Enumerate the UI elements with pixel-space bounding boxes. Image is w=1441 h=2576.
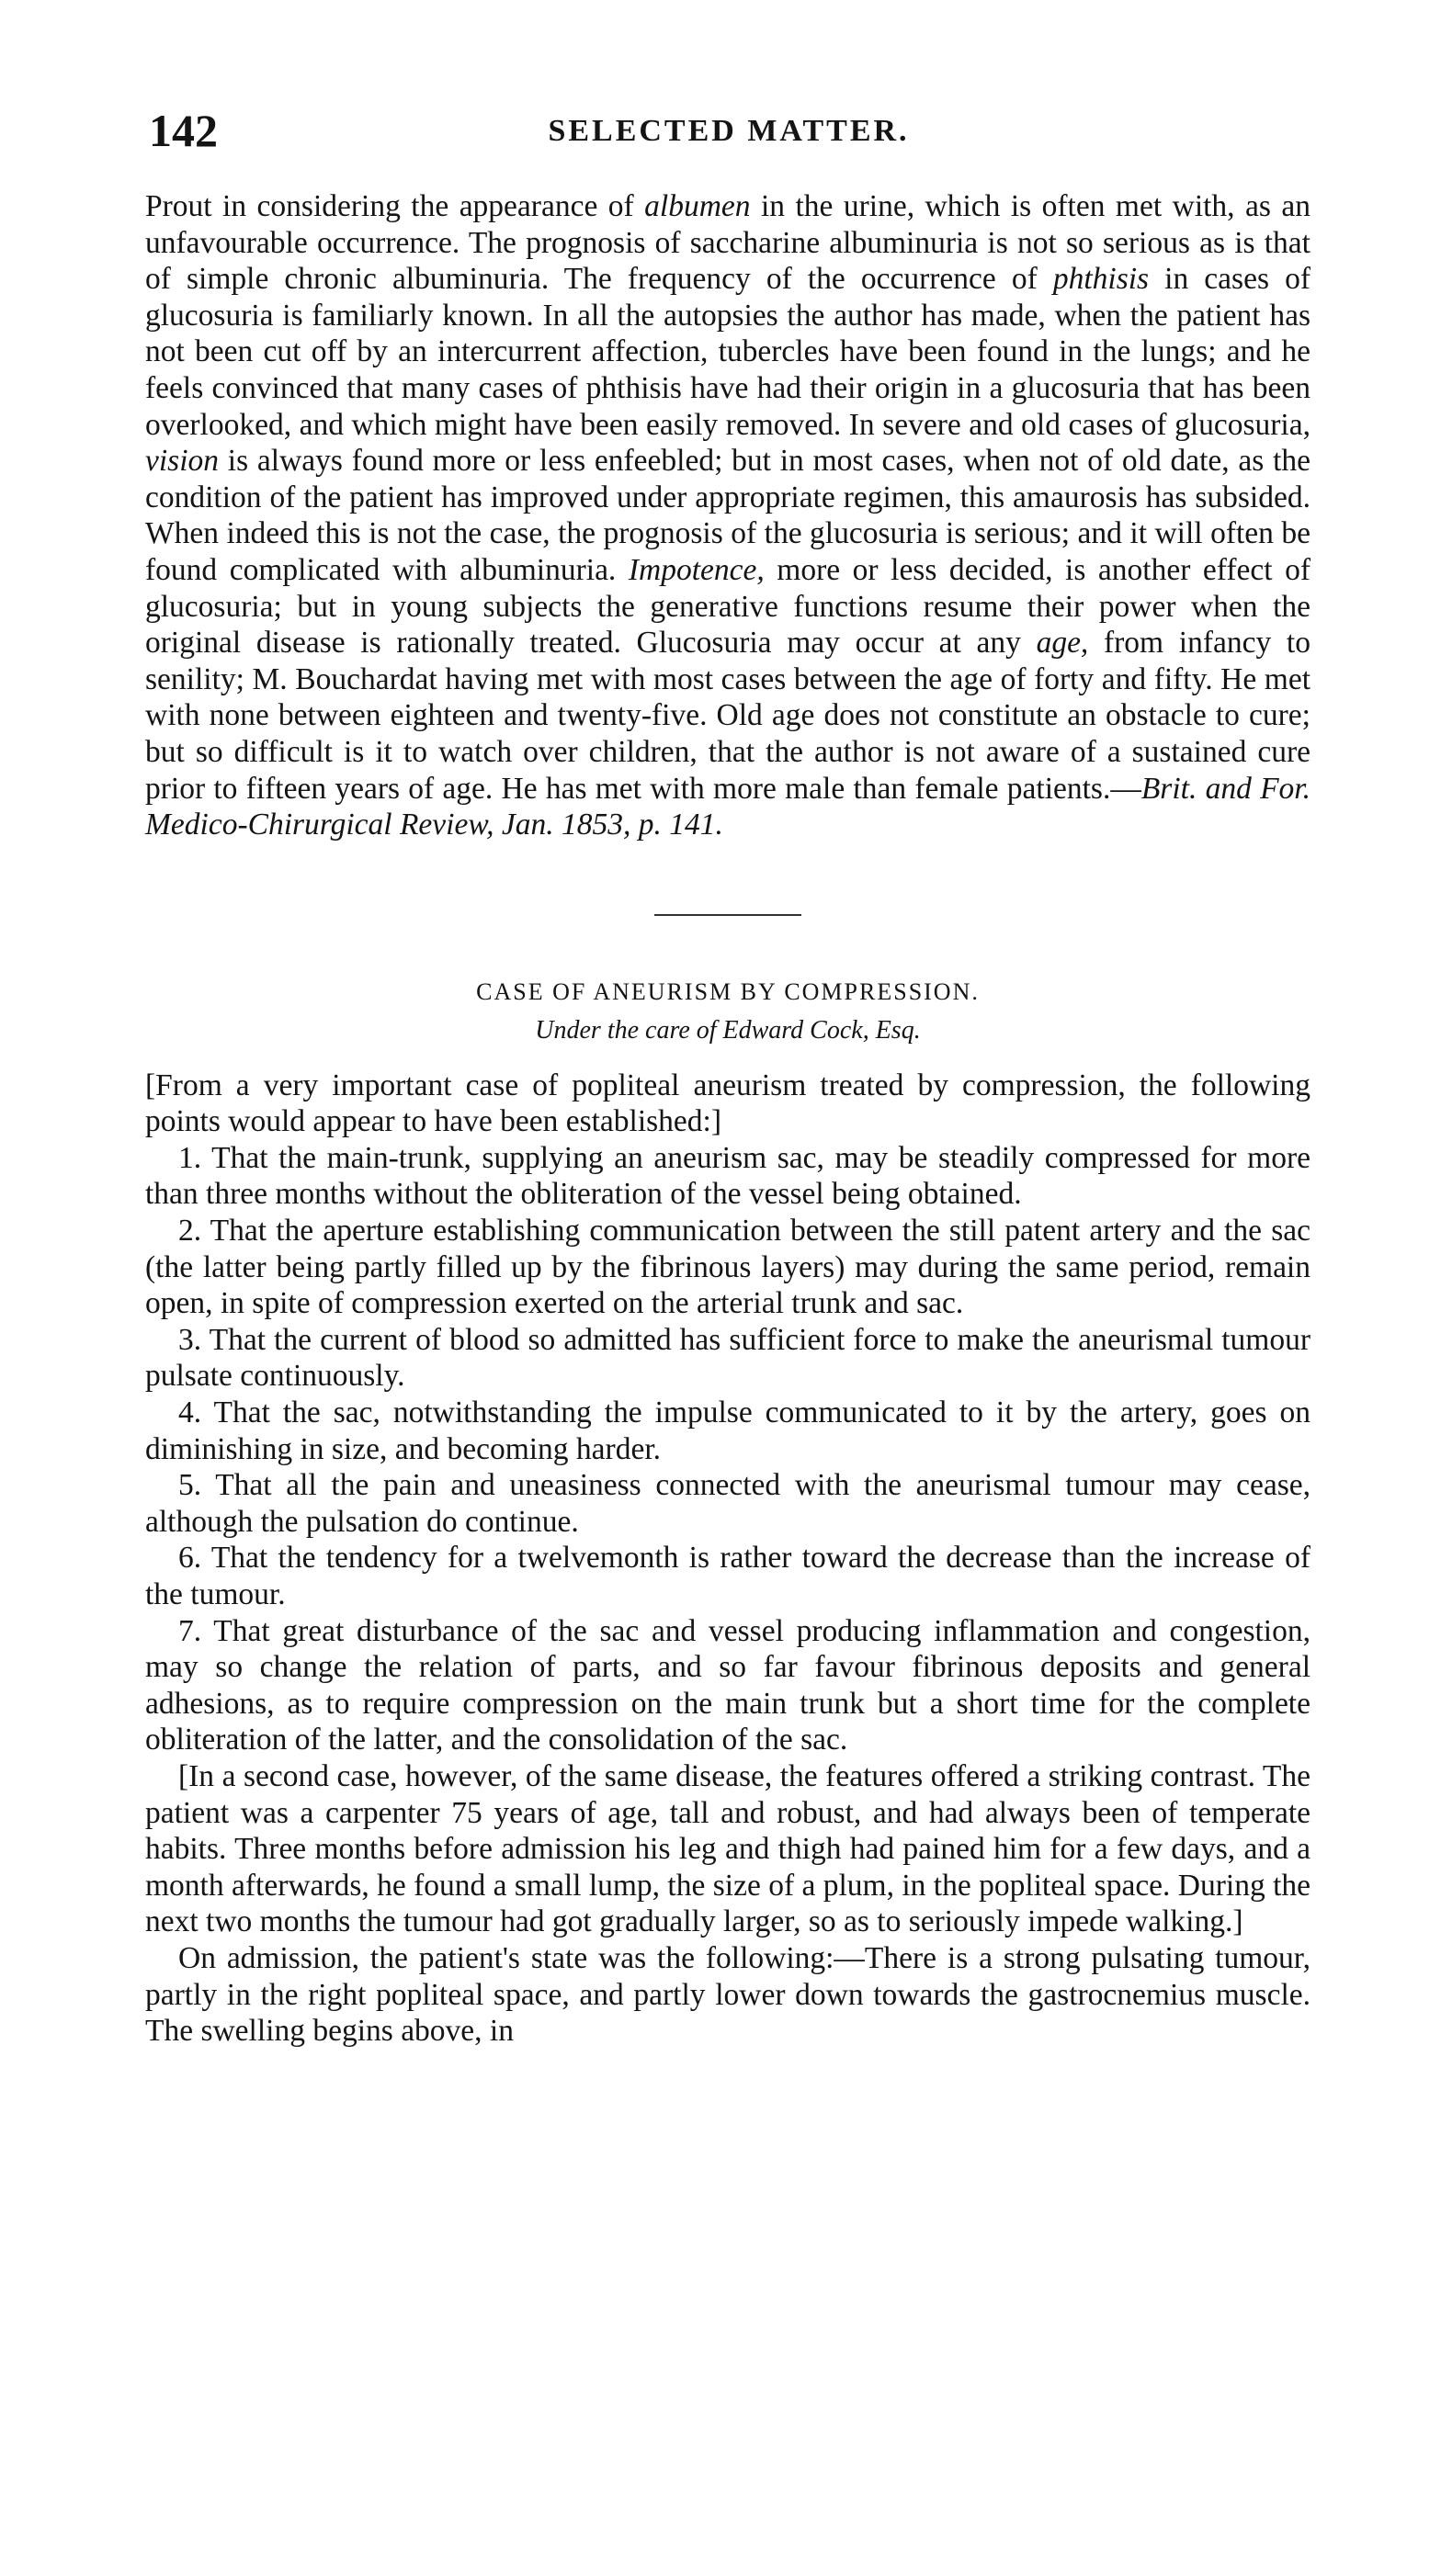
admission-paragraph: On admission, the patient's state was the following:—There is a strong pulsating tumour, partly in the right popliteal space, and partly lower down towards the gastrocnemius muscle. The swelling begins above, in [145, 1940, 1311, 2049]
case-title: CASE OF ANEURISM BY COMPRESSION. [476, 977, 980, 1005]
term-phthisis: phthisis [1052, 262, 1150, 297]
case-point-5: 5. That all the pain and uneasiness connected with the aneurismal tumour may cease, although the pulsation do continue. [145, 1468, 1311, 1539]
case-point-6: 6. That the tendency for a twelvemonth is rather toward the decrease than the increase of the tumour. [145, 1541, 1311, 1611]
section-divider-wrap [145, 843, 1311, 950]
section-divider [654, 914, 801, 916]
case-subtitle: Under the care of Edward Cock, Esq. [535, 1015, 921, 1045]
case-point-4: 4. That the sac, notwithstanding the impulse communicated to it by the artery, goes on diminishing in size, and becoming harder. [145, 1395, 1311, 1466]
prout-paragraph: Prout in considering the appearance of albumen in the urine, which is often met with, as an unfavourable occurrence. The prognosis of saccharine albuminuria is not so serious as is that of simple chronic albuminuria. The frequency of the occurrence of phthisis in cases of glucosuria is familiarly known. In all the autopsies the author has made, when the patient has not been cut off by an intercurrent affection, tubercles have been found in the lungs; and he feels convinced that many cases of phthisis have had their origin in a glucosuria that has been overlooked, and which might have been easily removed. In severe and old cases of glucosuria, vision is always found more or less enfeebled; but in most cases, when not of old date, as the condition of the patient has improved under appropriate regimen, this amaurosis has subsided. When indeed this is not the case, the prognosis of the glucosuria is serious; and it will often be found complicated with albuminuria. Impotence, more or less decided, is another effect of glucosuria; but in young subjects the generative functions resume their power when the original disease is rationally treated. Glucosuria may occur at any age, from infancy to senility; M. Bouchardat having met with most cases between the age of forty and fifty. He met with none between eighteen and twenty-five. Old age does not constitute an obstacle to cure; but so difficult is it to watch over children, that the author is not aware of a sustained cure prior to fifteen years of age. He has met with more male than female patients.—Brit. and For. Medico-Chirurgical Review, Jan. 1853, p. 141. [145, 189, 1311, 842]
citation: Brit. and For. Medico-Chirurgical Review, Jan. 1853, p. 141. [145, 771, 1311, 842]
case-point-2: 2. That the aperture establishing communication between the still patent artery and the sac (the latter being partly filled up by the fibrinous layers) may during the same period, remain open, in spite of compression exerted on the arterial trunk and sac. [145, 1214, 1311, 1321]
page-number: 142 [149, 105, 218, 156]
term-age: age, [1036, 626, 1089, 661]
second-case-paragraph: [In a second case, however, of the same disease, the features offered a striking contrast. The patient was a carpenter 75 years of age, tall and robust, and had always been of temperate habits. Three months before admission his leg and thigh had pained him for a few days, and a month afterwards, he found a small lump, the size of a plum, in the popliteal space. During the next two months the tumour had got gradually larger, so as to seriously impede walking.] [145, 1758, 1311, 1939]
term-vision: vision [145, 444, 220, 479]
page-body [145, 188, 1311, 2050]
case-intro: [From a very important case of popliteal aneurism treated by compression, the following points would appear to have been established:] [145, 1068, 1311, 1139]
term-albumen: albumen [644, 189, 751, 223]
term-impotence: Impotence, [628, 552, 765, 587]
case-point-1: 1. That the main-trunk, supplying an aneurism sac, may be steadily compressed for more than three months without the obliteration of the vessel being obtained. [145, 1140, 1311, 1212]
page-header [149, 103, 1309, 158]
case-point-7: 7. That great disturbance of the sac and vessel producing inflammation and congestion, may so change the relation of parts, and so far favour fibrinous deposits and general adhesions, as to require compression on the main trunk but a short time for the complete obliteration of the latter, and the consolidation of the sac. [145, 1613, 1311, 1757]
running-head: SELECTED MATTER. [548, 114, 910, 148]
case-point-3: 3. That the current of blood so admitted has sufficient force to make the aneurismal tumour pulsate continuously. [145, 1322, 1311, 1394]
